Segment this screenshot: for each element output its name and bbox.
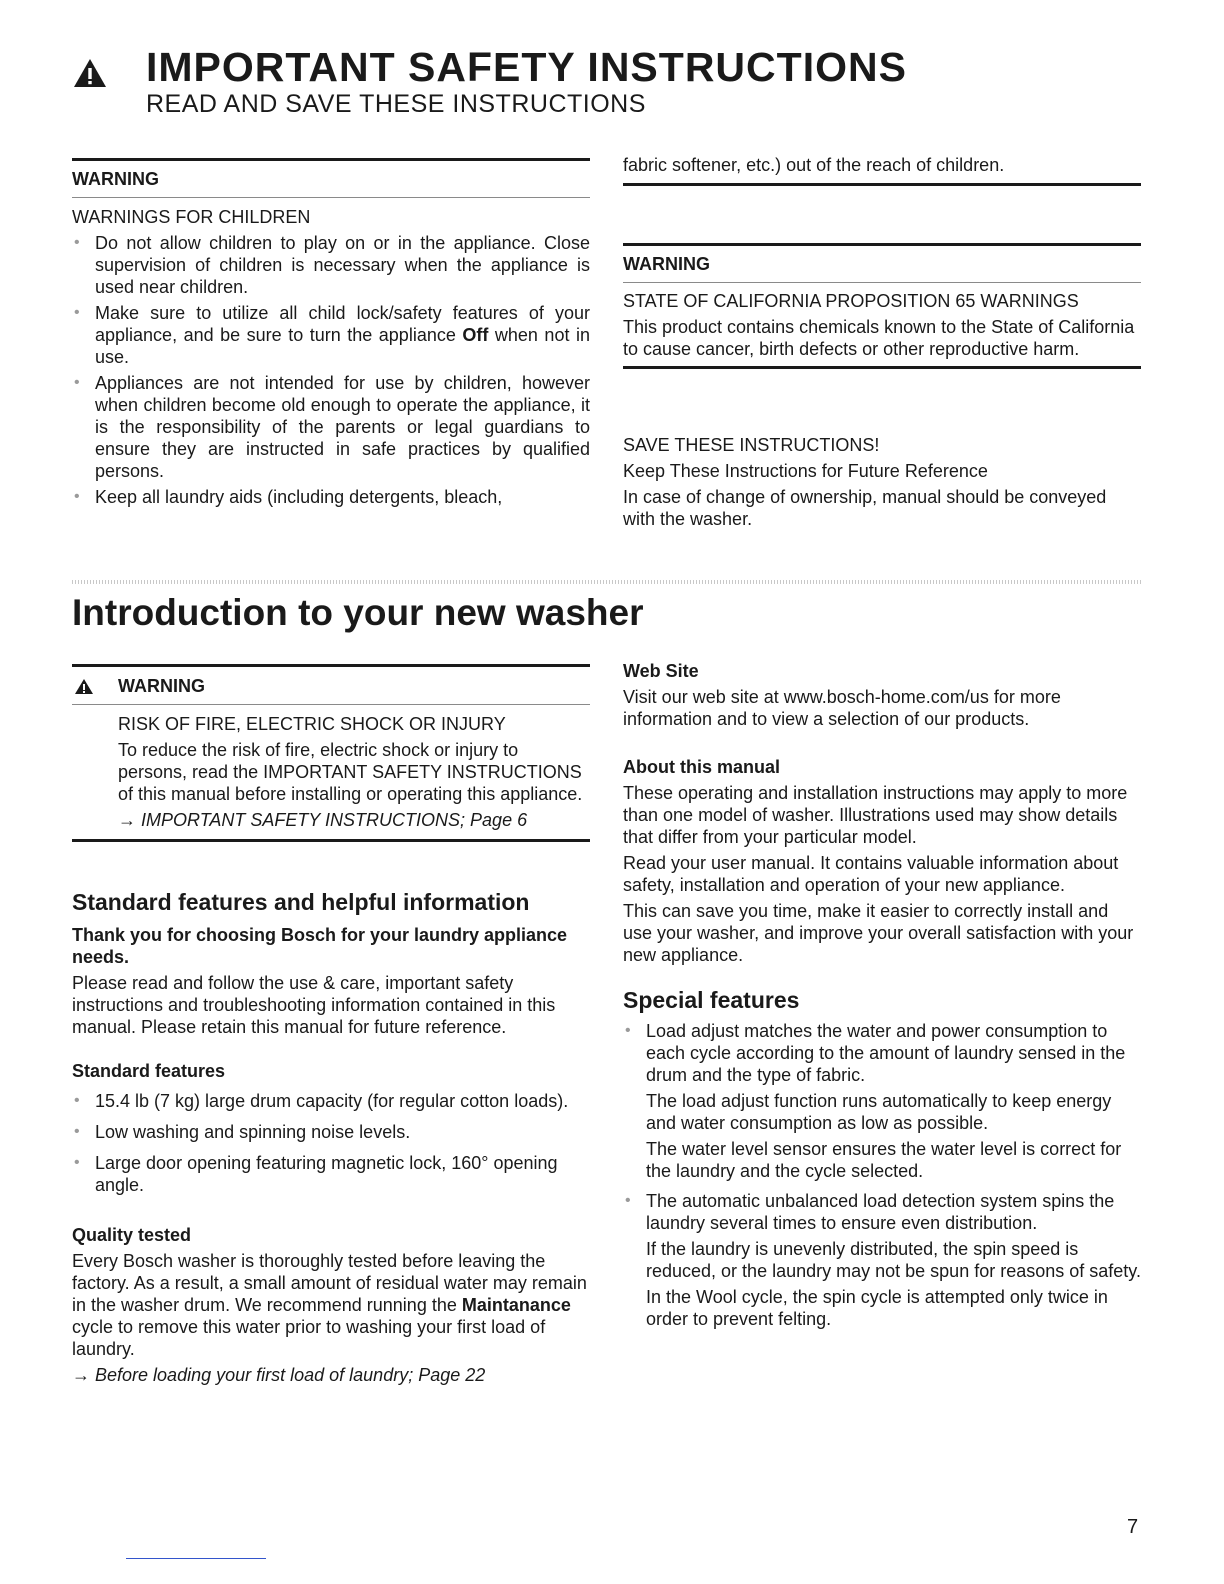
save-instructions-block [623,434,1141,534]
divider [72,197,590,198]
list-item: • Keep all laundry aids (including detergents, bleach, [72,486,590,508]
divider [623,366,1141,369]
page-title: IMPORTANT SAFETY INSTRUCTIONS [146,44,907,90]
prop65-warning-block [623,243,1141,369]
arrow-icon: → [118,810,136,830]
section-heading: Standard features and helpful information [72,889,530,915]
divider [72,704,590,705]
right-top-block [623,154,1141,186]
divider [72,839,590,842]
list-item: • Do not allow children to play on or in the appliance. Close supervision of children is necessary when the appliance is used near children. [72,232,590,298]
warning-label: WARNING [118,676,205,696]
intro-right-column [623,660,1141,1334]
page-number: 7 [1127,1516,1139,1538]
arrow-icon: → [72,1365,90,1385]
save-line: In case of change of ownership, manual should be conveyed with the washer. [623,487,1107,529]
intro-left-column [72,664,590,1386]
prop65-heading: STATE OF CALIFORNIA PROPOSITION 65 WARNINGS [623,291,1079,311]
divider [72,664,590,667]
warning-triangle-icon [74,678,94,695]
subheading: About this manual [623,757,780,777]
cross-reference-link[interactable]: → IMPORTANT SAFETY INSTRUCTIONS; Page 6 [118,810,528,830]
list-item: • 15.4 lb (7 kg) large drum capacity (for regular cotton loads). [72,1090,590,1112]
prop65-text: This product contains chemicals known to the State of California to cause cancer, birth defects or other reproductive harm. [623,317,1135,359]
section-heading: Special features [623,987,800,1013]
list-item: • Large door opening featuring magnetic lock, 160° opening angle. [72,1152,590,1196]
features-list [72,1090,590,1196]
subheading: Web Site [623,661,699,681]
list-item: • Load adjust matches the water and power consumption to each cycle according to the amount of laundry sensed in the drum and the type of fabric. The load adjust function runs automatically to keep energy and water consumption as low as possible. The water level sensor ensures the water level is correct for the laundry and the cycle selected. [623,1020,1141,1182]
subheading: Quality tested [72,1225,192,1245]
subheading: Thank you for choosing Bosch for your laundry appliance needs. [72,925,568,967]
warning-text: To reduce the risk of fire, electric shock or injury to persons, read the IMPORTANT SAFETY INSTRUCTIONS of this manual before installing or operating this appliance. [118,740,583,804]
section-separator [72,580,1142,584]
divider [623,282,1141,283]
warning-triangle-icon [72,57,108,89]
list-item: • The automatic unbalanced load detection system spins the laundry several times to ensure even distribution. If the laundry is unevenly distributed, the spin speed is reduced, or the laundry may not be spun for reasons of safety. In the Wool cycle, the spin cycle is attempted only twice in order to prevent felting. [623,1190,1141,1330]
warning-body [72,713,590,831]
page-subtitle: READ AND SAVE THESE INSTRUCTIONS [146,90,646,118]
paragraph: Read your user manual. It contains valuable information about safety, installation and operation of your new appliance. [623,853,1119,895]
save-line: Keep These Instructions for Future Reference [623,461,988,481]
warning-heading: WARNINGS FOR CHILDREN [72,207,311,227]
list-item: • Make sure to utilize all child lock/safety features of your appliance, and be sure to turn the appliance Off when not in use. [72,302,590,368]
warning-label: WARNING [623,254,710,274]
save-heading: SAVE THESE INSTRUCTIONS! [623,435,880,455]
list-item: • Low washing and spinning noise levels. [72,1121,590,1143]
footer-line [126,1558,266,1559]
paragraph: Please read and follow the use & care, important safety instructions and troubleshooting information contained in this manual. Please retain this manual for future reference. [72,973,556,1037]
warning-heading: RISK OF FIRE, ELECTRIC SHOCK OR INJURY [118,714,506,734]
section-title: Introduction to your new washer [72,592,644,633]
paragraph: Visit our web site at www.bosch-home.com/us for more information and to view a selection of our products. [623,687,1061,729]
divider [623,183,1141,186]
warning-label: WARNING [72,169,159,189]
paragraph: This can save you time, make it easier to correctly install and use your washer, and improve your overall satisfaction with your new appliance. [623,901,1134,965]
paragraph: Every Bosch washer is thoroughly tested before leaving the factory. As a result, a small amount of residual water may remain in the washer drum. We recommend running the Maintanance cycle to remove this water prior to washing your first load of laundry. [72,1251,587,1359]
divider [623,243,1141,246]
subheading: Standard features [72,1061,226,1081]
special-features-list [623,1020,1141,1330]
paragraph: These operating and installation instructions may apply to more than one model of washer. Illustrations used may show details that differ from your particular model. [623,783,1128,847]
children-warning-block [72,158,590,512]
divider [72,158,590,161]
list-item: • Appliances are not intended for use by children, however when children become old enough to operate the appliance, it is the responsibility of the parents or legal guardians to ensure they are instructed in safe practices by qualified persons. [72,372,590,482]
continued-text: fabric softener, etc.) out of the reach of children. [623,155,1005,175]
warning-list [72,232,590,508]
cross-reference-link[interactable]: → Before loading your first load of laundry; Page 22 [72,1365,486,1385]
warning-header [72,675,590,697]
